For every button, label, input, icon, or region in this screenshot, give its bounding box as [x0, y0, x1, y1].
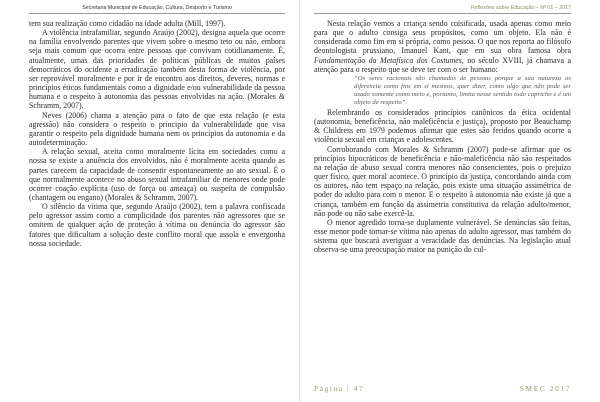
- kant-quote: “Os seres racionais são chamados de pessoas porque a sua natureza os diferencia como fins em si mesmos, quer dizer, como algo que não pode ser usado somente como meio e, portanto, limita nesse sentido todo capricho e é um objeto de respeito”.: [354, 74, 571, 106]
- left-paragraph-4: A relação sexual, aceita como moralmente lícita em sociedades como a nossa se existe a anuência dos envolvidos, não é moralmente aceita quando as partes carecem da capacidade de consentir espontaneamente ao ato sexual. É o que normalmente acontece no abuso sexual intrafamiliar de menores onde pode ocorrer coação explícita (uso de força ou ameaça) ou suspeita de compulsão (chantagem ou engano) (Morales & Schramm, 2007).: [29, 147, 285, 202]
- right-page: [300, 0, 600, 402]
- left-running-head: Secretaria Municipal de Educação, Cultura, Desporto e Turismo: [82, 5, 232, 11]
- right-paragraph-2: Relembrando os considerados princípios canônicos da ética ocidental (autonomia, beneficência, não maleficência e justiça), proposto por Beauchamp & Childress em 1979 podemos afirmar que estes são feridos quando ocorre a violência sexual em crianças e adolescentes.: [314, 107, 571, 145]
- right-paragraph-3: Corroborando com Morales & Schramm (2007) pode-se afirmar que os princípios hipocráticos de beneficência e não-maleficência não são respeitados na relação de abuso sexual contra menores não consencientes, pois o prejuízo quer físico, quer moral acontece. O princípio da justiça, concordando ainda com os autores, não tem espaço na relação, pois existe uma situação assimétrica de poder do adulto para com o menor. E o respeito à autonomia não existe já que a criança, também em função da assimetria constitutiva da relação adulto/menor, não pode ou não sabe exercê-la.: [314, 144, 571, 218]
- footer-brand: SMEC 2017: [519, 384, 571, 393]
- right-paragraph-4: O menor agredido torna-se duplamente vulnerável. Se denúncias são feitas, esse menor pode tornar-se vítima não apenas do adulto agressor, mas também do sistema que buscará averiguar a veracidade das denúncias. Na legislação atual observa-se uma preocupação maior na punição do cul-: [314, 217, 571, 255]
- page-footer: [314, 384, 571, 393]
- right-header-rule: [314, 13, 571, 14]
- kant-text-after: , no século XVIII, já chamava a atenção para o respeito que se deve ter com o ser humano:: [314, 55, 571, 74]
- left-paragraph-3: Neves (2006) chama a atenção para o fato de que esta relação (e esta agressão) não considera o respeito o principio da vulnerabilidade que visa garantir o respeito pela dignidade humana nem os princípios da autonomia e da autodeterminação.: [29, 110, 285, 148]
- page-number: Página | 47: [314, 384, 365, 393]
- left-body-text: [29, 19, 285, 248]
- left-header-rule: [29, 13, 285, 14]
- kant-text-before: Nesta relação vemos a criança sendo coisificada, usada apenas como meio para que o adulto consiga seus propósitos, como um objeto. Ela não é considerada como fim em si própria, como pessoa. O que nos reporta ao filósofo deontologista prussiano, Imanuel Kant, que em sua obra famosa obra: [314, 19, 571, 56]
- kant-book-title: Fundamentação da Metafísica dos Costumes: [314, 55, 462, 65]
- right-body-text: [314, 19, 571, 254]
- left-paragraph-5: O silêncio da vítima que, segundo Araújo (2002), tem a palavra confiscada pelo agressor assim como a cumplicidade dos parentes não agressores que se omitem de qualquer ação de proteção à vítima ou denúncia do agressor são fatores que dificultam a solução deste conflito moral que assola e envergonha nossa sociedade.: [29, 202, 285, 248]
- left-paragraph-2: A violência intrafamiliar, segundo Araújo (2002), designa aquela que ocorre na família envolvendo parentes que vivem sobre o mesmo teto ou não, embora seja mais comum que ocorra entre pessoas que convivam cotidianamente. É, atualmente, umas das prioridades de políticas públicas de muitos países democráticos do ocidente a erradicação também desta forma de violência, por ser reprovável moralmente e por ir de encontro aos direitos, deveres, normas e princípios éticos fundamentais como a dignidade e/ou vulnerabilidade da pessoa humana e o respeito à autonomia das pessoas envolvidas na ação. (Morales & Schramm, 2007).: [29, 28, 285, 111]
- right-paragraph-1: [314, 19, 571, 74]
- right-running-head: Reflexões sobre Educação – Nº 01 – 2017: [471, 5, 571, 11]
- left-paragraph-1: tem sua realização como cidadão na idade adulta (Mill, 1997).: [29, 19, 226, 28]
